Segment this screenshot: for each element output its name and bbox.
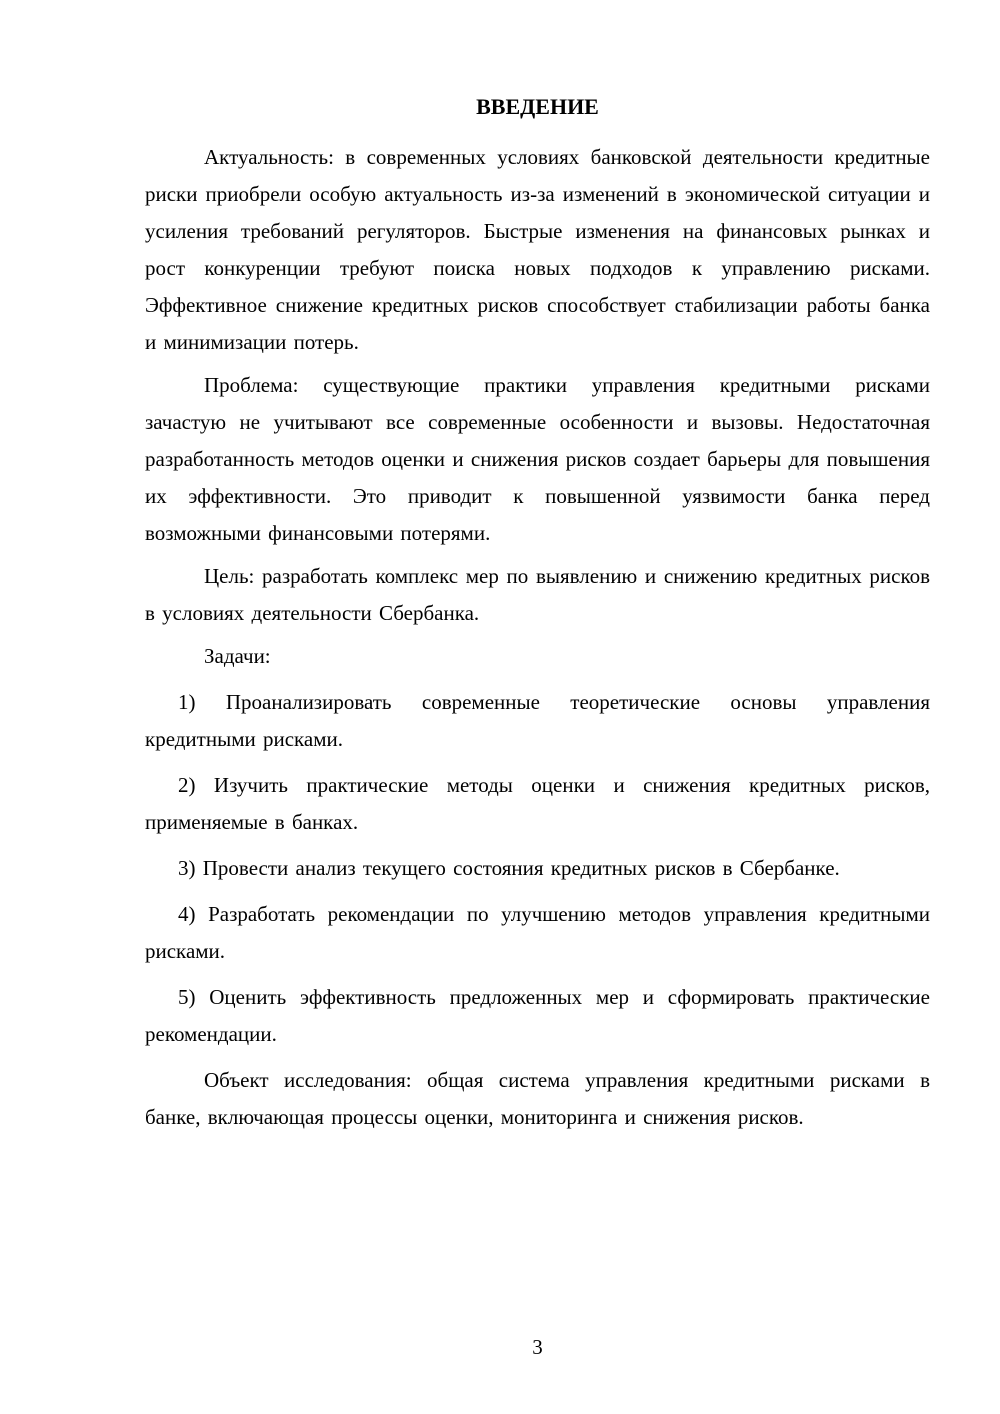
paragraph-object-of-study: Объект исследования: общая система управления кредитными рисками в банке, включающая процессы оценки, мониторинга и снижения рисков. <box>145 1068 930 1129</box>
page-number: 3 <box>532 1335 543 1359</box>
tasks-heading: Задачи: <box>204 644 271 668</box>
paragraph-actuality: Актуальность: в современных условиях банковской деятельности кредитные риски приобрели особую актуальность из-за изменений в экономической ситуации и усиления требований регуляторов. Быстрые изменения на финансовых рынках и рост конкуренции требуют поиска новых подходов к управлению рисками. Эффективное снижение кредитных рисков способствует стабилизации работы банка и минимизации потерь. <box>145 145 930 354</box>
task-item-4: 4) Разработать рекомендации по улучшению методов управления кредитными рисками. <box>145 902 930 963</box>
page-title: ВВЕДЕНИЕ <box>476 94 599 119</box>
task-item-2: 2) Изучить практические методы оценки и снижения кредитных рисков, применяемые в банках. <box>145 773 930 834</box>
task-item-3: 3) Провести анализ текущего состояния кредитных рисков в Сбербанке. <box>178 856 840 880</box>
paragraph-problem: Проблема: существующие практики управления кредитными рисками зачастую не учитывают все современные особенности и вызовы. Недостаточная разработанность методов оценки и снижения рисков создает барьеры для повышения их эффективности. Это приводит к повышенной уязвимости банка перед возможными финансовыми потерями. <box>145 373 930 545</box>
task-item-5: 5) Оценить эффективность предложенных мер и сформировать практические рекомендации. <box>145 985 930 1046</box>
task-item-1: 1) Проанализировать современные теоретические основы управления кредитными рисками. <box>145 690 930 751</box>
paragraph-goal: Цель: разработать комплекс мер по выявлению и снижению кредитных рисков в условиях деятельности Сбербанка. <box>145 564 930 625</box>
